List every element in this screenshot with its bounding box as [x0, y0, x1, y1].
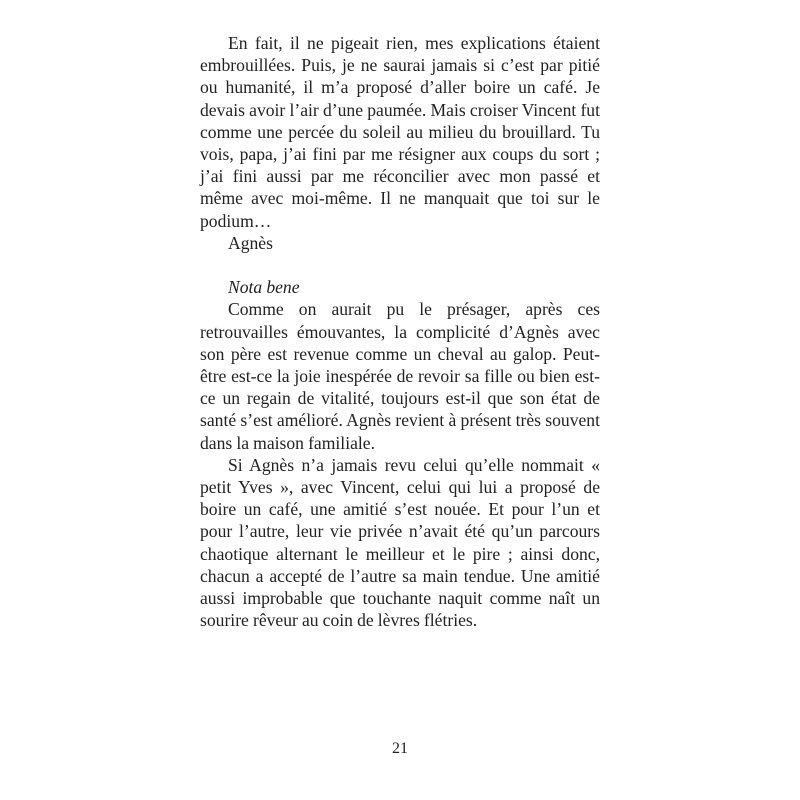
body-text	[200, 32, 600, 631]
nota-bene-paragraph-2: Si Agnès n’a jamais revu celui qu’elle nommait « petit Yves », avec Vincent, celui qui lui a proposé de boire un café, une amitié s’est nouée. Et pour l’un et pour l’autre, leur vie privée n’avait été qu’un parcours chaotique alternant le meilleur et le pire ; ainsi donc, chacun a accepté de l’autre sa main tendue. Une amitié aussi improbable que touchante naquit comme naît un sourire rêveur au coin de lèvres flétries.	[200, 454, 600, 631]
letter-signature: Agnès	[228, 232, 273, 253]
nota-bene-paragraph-1: Comme on aurait pu le présager, après ces retrouvailles émouvantes, la complicité d’Agnès avec son père est revenue comme un cheval au galop. Peut-être est-ce la joie inespérée de revoir sa fille ou bien est-ce un regain de vitalité, toujours est-il que son état de santé s’est amélioré. Agnès revient à présent très souvent dans la maison familiale.	[200, 299, 600, 453]
letter-paragraph: En fait, il ne pigeait rien, mes explications étaient embrouillées. Puis, je ne saurai jamais si c’est par pitié ou humanité, il m’a proposé d’aller boire un café. Je devais avoir l’air d’une paumée. Mais croiser Vincent fut comme une percée du soleil au milieu du brouillard. Tu vois, papa, j’ai fini par me résigner aux coups du sort ; j’ai fini aussi par me réconcilier avec mon passé et même avec moi-même. Il ne manquait que toi sur le podium…	[200, 33, 600, 231]
nota-bene-heading: Nota bene	[228, 277, 300, 298]
page-number: 21	[392, 740, 408, 757]
